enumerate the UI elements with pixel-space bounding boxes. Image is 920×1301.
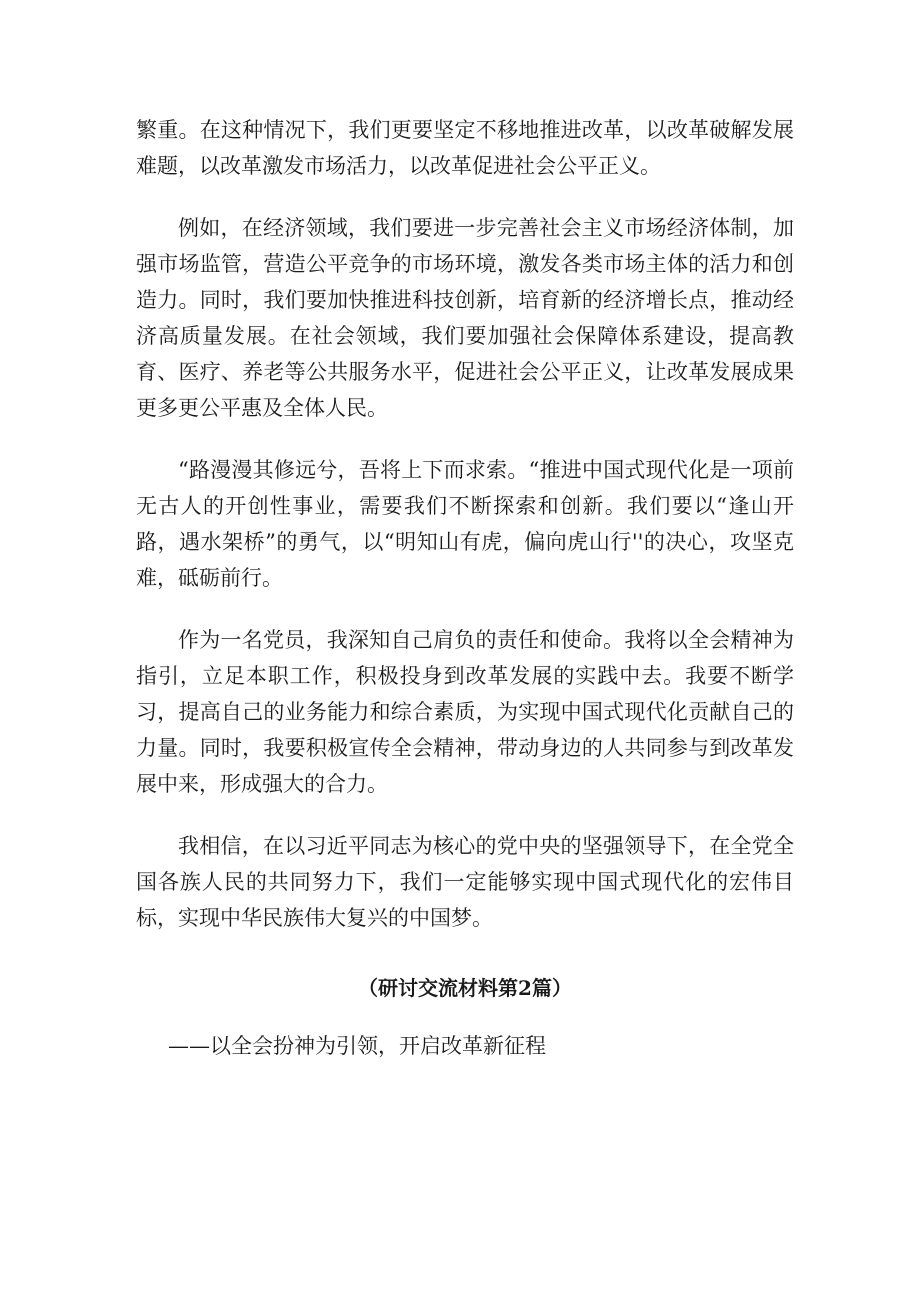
paragraph-belief: 我相信，在以习近平同志为核心的党中央的坚强领导下，在全党全国各族人民的共同努力下，我们一定能够实现中国式现代化的宏伟目标，实现中华民族伟大复兴的中国梦。 bbox=[136, 834, 794, 930]
section-title: （研讨交流材料第2篇） bbox=[358, 976, 572, 1000]
section-subtitle: ——以全会扮神为引领，开启改革新征程 bbox=[168, 1034, 546, 1058]
paragraph-party-member: 作为一名党员，我深知自己肩负的责任和使命。我将以全会精神为指引，立足本职工作，积极投身到改革发展的实践中去。我要不断学习，提高自己的业务能力和综合素质，为实现中国式现代化贡献自己的力量。同时，我要积极宣传全会精神，带动身边的人共同参与到改革发展中来，形成强大的合力。 bbox=[136, 628, 794, 796]
paragraph-quote: “路漫漫其修远兮，吾将上下而求索。“推进中国式现代化是一项前无古人的开创性事业，需要我们不断探索和创新。我们要以“逢山开路，遇水架桥”的勇气，以“明知山有虎，偏向虎山行''的决心，攻坚克难，砥砺前行。 bbox=[136, 458, 794, 590]
paragraph-economy: 例如，在经济领域，我们要进一步完善社会主义市场经济体制，加强市场监管，营造公平竞争的市场环境，激发各类市场主体的活力和创造力。同时，我们要加快推进科技创新，培育新的经济增长点，推动经济高质量发展。在社会领域，我们要加强社会保障体系建设，提高教育、医疗、养老等公共服务水平，促进社会公平正义，让改革发展成果更多更公平惠及全体人民。 bbox=[136, 216, 794, 420]
paragraph-continuation: 繁重。在这种情况下，我们更要坚定不移地推进改革，以改革破解发展难题，以改革激发市场活力，以改革促进社会公平正义。 bbox=[136, 118, 794, 178]
